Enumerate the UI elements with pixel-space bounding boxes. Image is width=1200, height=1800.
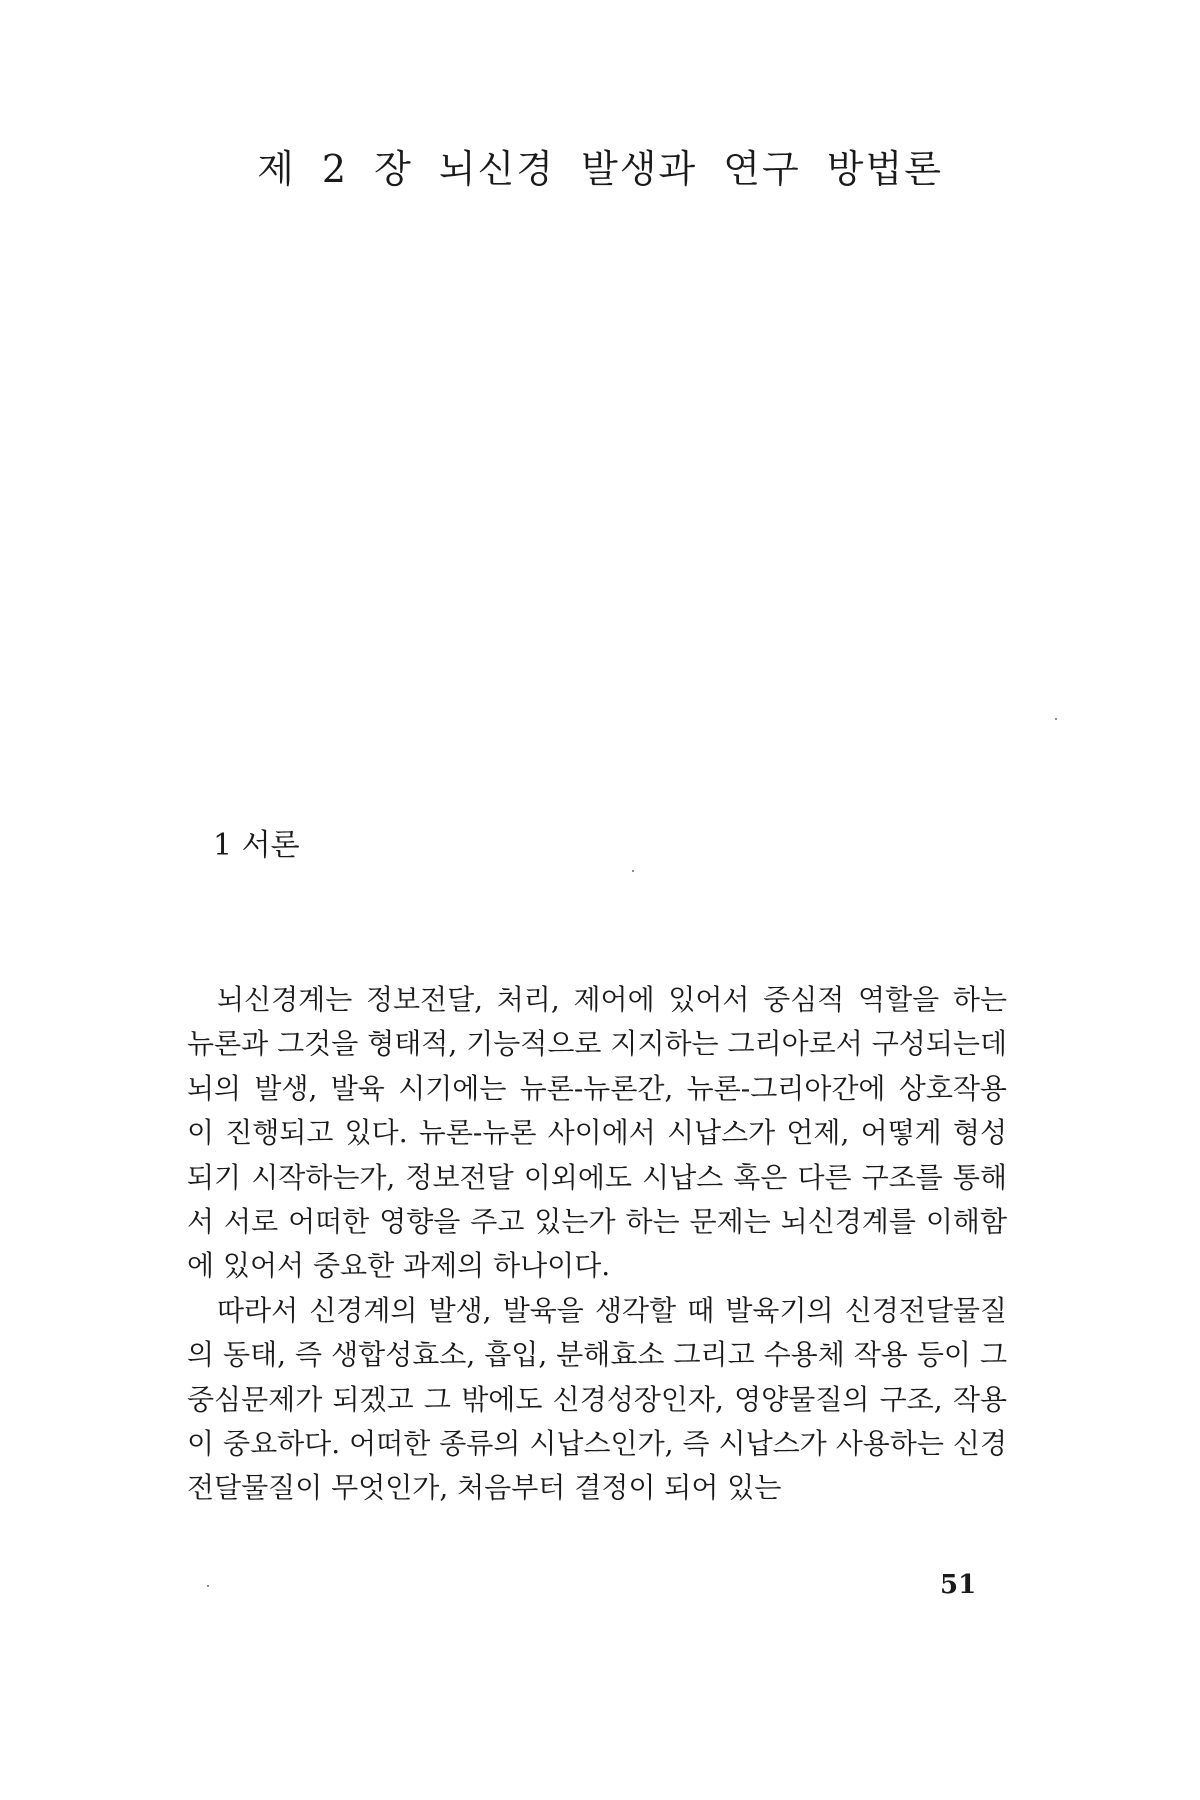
page-number: 51 (940, 1570, 977, 1600)
chapter-title: 제 2 장 뇌신경 발생과 연구 방법론 (257, 147, 943, 191)
scan-speck (632, 870, 634, 872)
section-heading: 1 서론 (213, 828, 300, 863)
scan-speck (1055, 718, 1057, 720)
paragraph-2: 따라서 신경계의 발생, 발육을 생각할 때 발육기의 신경전달물질의 동태, 즉 생합성효소, 흡입, 분해효소 그리고 수용체 작용 등이 그 중심문제가 되겠고 그 밖에도 신경성장인자, 영양물질의 구조, 작용이 중요하다. 어떠한 종류의 시납스인가, 즉 시납스가 사용하는 신경전달물질이 무엇인가, 처음부터 결정이 되어 있는 (187, 1293, 1007, 1505)
scan-speck (207, 1585, 209, 1587)
paragraph-1: 뇌신경계는 정보전달, 처리, 제어에 있어서 중심적 역할을 하는 뉴론과 그것을 형태적, 기능적으로 지지하는 그리아로서 구성되는데 뇌의 발생, 발육 시기에는 뉴론-뉴론간, 뉴론-그리아간에 상호작용이 진행되고 있다. 뉴론-뉴론 사이에서 시납스가 언제, 어떻게 형성되기 시작하는가, 정보전달 이외에도 시납스 혹은 다른 구조를 통해서 서로 어떠한 영향을 주고 있는가 하는 문제는 뇌신경계를 이해함에 있어서 중요한 과제의 하나이다. (187, 983, 1007, 1283)
body-text (187, 978, 1007, 1511)
